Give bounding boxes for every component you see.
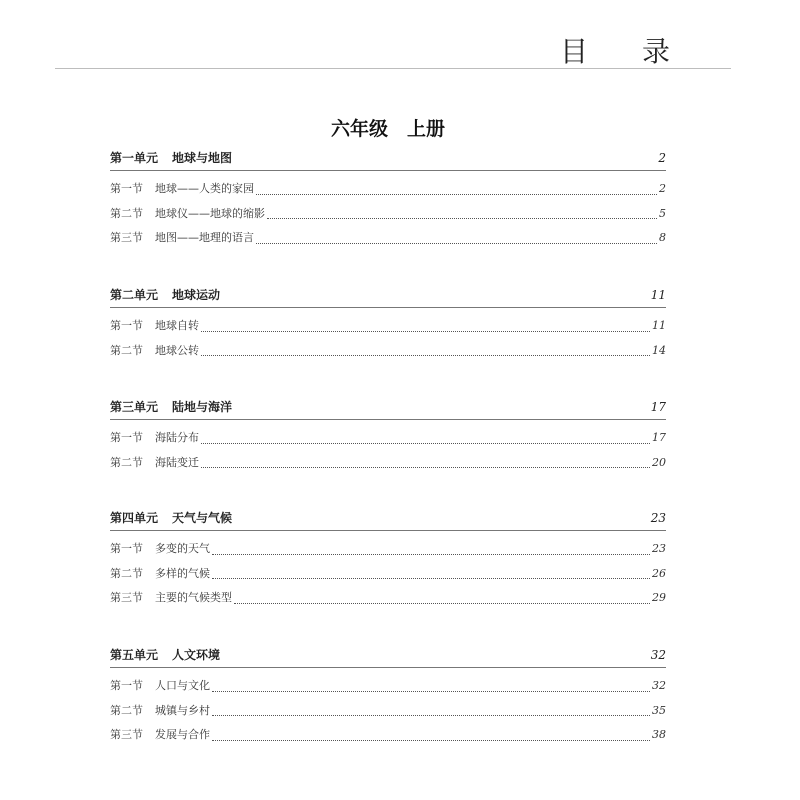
unit-number: 第一单元	[110, 151, 159, 165]
unit-page-number: 23	[650, 511, 666, 525]
section-page-number: 14	[652, 343, 666, 357]
dot-leader	[256, 194, 657, 195]
page-title-right: 录	[641, 35, 670, 68]
section-entry[interactable]	[110, 726, 666, 751]
dot-leader	[201, 331, 650, 332]
dot-leader	[212, 740, 650, 741]
unit-number: 第三单元	[110, 400, 159, 414]
section-page-number: 20	[652, 455, 666, 469]
section-page-number: 11	[652, 319, 666, 332]
section-title: 海陆分布	[155, 431, 199, 444]
unit-4[interactable]	[110, 509, 666, 614]
dot-leader	[256, 243, 657, 244]
unit-1[interactable]	[110, 149, 666, 254]
section-title: 地球公转	[155, 343, 199, 357]
section-title: 地球仪——地球的缩影	[155, 206, 265, 220]
section-page-number: 32	[652, 679, 666, 692]
unit-label	[110, 149, 232, 166]
unit-heading[interactable]	[110, 646, 666, 668]
section-number: 第二节	[110, 703, 143, 717]
page-title-left: 目	[560, 35, 589, 68]
section-title: 多样的气候	[155, 566, 210, 580]
dot-leader	[212, 578, 650, 579]
section-number: 第一节	[110, 431, 143, 444]
section-title: 发展与合作	[155, 728, 210, 741]
section-page-number: 35	[652, 703, 666, 717]
section-title: 主要的气候类型	[155, 591, 232, 604]
unit-label	[110, 646, 220, 663]
section-entry[interactable]	[110, 702, 666, 727]
section-number: 第二节	[110, 206, 143, 220]
grade-title: 六年级 上册	[330, 118, 445, 140]
dot-leader	[267, 218, 657, 219]
unit-2[interactable]	[110, 286, 666, 366]
unit-5[interactable]	[110, 646, 666, 751]
section-page-number: 23	[652, 542, 666, 555]
section-entry[interactable]	[110, 589, 666, 614]
section-entry[interactable]	[110, 540, 666, 565]
section-entry[interactable]	[110, 205, 666, 230]
section-number: 第三节	[110, 728, 143, 741]
section-title: 多变的天气	[155, 542, 210, 555]
section-number: 第二节	[110, 455, 143, 469]
section-number: 第一节	[110, 319, 143, 332]
section-number: 第一节	[110, 182, 143, 195]
section-entry[interactable]	[110, 565, 666, 590]
unit-heading[interactable]	[110, 509, 666, 531]
unit-heading[interactable]	[110, 398, 666, 420]
section-entry[interactable]	[110, 317, 666, 342]
section-page-number: 17	[652, 431, 666, 444]
unit-label	[110, 509, 232, 526]
unit-heading[interactable]	[110, 149, 666, 171]
section-number: 第二节	[110, 343, 143, 357]
section-page-number: 2	[659, 182, 666, 195]
dot-leader	[212, 691, 650, 692]
header-divider	[55, 68, 731, 69]
unit-page-number: 17	[650, 400, 666, 414]
dot-leader	[201, 467, 650, 468]
unit-number: 第五单元	[110, 648, 159, 662]
unit-page-number: 32	[650, 648, 666, 662]
unit-page-number: 11	[650, 288, 666, 302]
dot-leader	[234, 603, 650, 604]
unit-label	[110, 398, 232, 415]
section-entry[interactable]	[110, 180, 666, 205]
unit-title: 地球与地图	[172, 151, 233, 165]
section-number: 第一节	[110, 679, 143, 692]
section-number: 第二节	[110, 566, 143, 580]
unit-title: 人文环境	[172, 648, 221, 662]
section-title: 海陆变迁	[155, 455, 199, 469]
dot-leader	[212, 715, 650, 716]
section-title: 地球——人类的家园	[155, 182, 254, 195]
section-title: 地球自转	[155, 319, 199, 332]
section-title: 地图——地理的语言	[155, 231, 254, 244]
section-title: 人口与文化	[155, 679, 210, 692]
unit-page-number: 2	[658, 151, 666, 165]
unit-label	[110, 286, 220, 303]
unit-number: 第二单元	[110, 288, 159, 302]
dot-leader	[201, 443, 650, 444]
section-number: 第一节	[110, 542, 143, 555]
section-entry[interactable]	[110, 429, 666, 454]
section-title: 城镇与乡村	[155, 703, 210, 717]
section-entry[interactable]	[110, 229, 666, 254]
section-entry[interactable]	[110, 454, 666, 479]
unit-3[interactable]	[110, 398, 666, 478]
section-entry[interactable]	[110, 342, 666, 367]
section-number: 第三节	[110, 231, 143, 244]
dot-leader	[212, 554, 650, 555]
unit-title: 天气与气候	[172, 511, 233, 525]
section-page-number: 8	[659, 231, 666, 244]
unit-title: 陆地与海洋	[172, 400, 233, 414]
dot-leader	[201, 355, 650, 356]
unit-title: 地球运动	[172, 288, 221, 302]
section-page-number: 38	[652, 728, 666, 741]
page-title	[560, 30, 670, 70]
section-page-number: 5	[659, 206, 666, 220]
unit-number: 第四单元	[110, 511, 159, 525]
section-page-number: 26	[652, 566, 666, 580]
section-page-number: 29	[652, 591, 666, 604]
section-number: 第三节	[110, 591, 143, 604]
section-entry[interactable]	[110, 677, 666, 702]
unit-heading[interactable]	[110, 286, 666, 308]
